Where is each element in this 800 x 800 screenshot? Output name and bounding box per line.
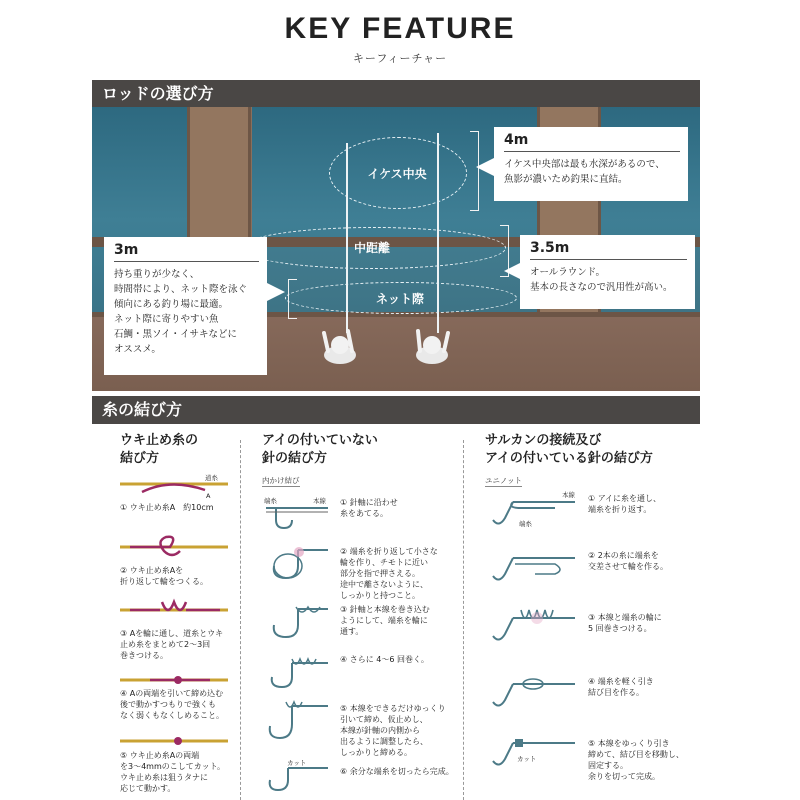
box-4m-text: イケス中央部は最も水深があるので、 魚影が濃いため釣果に直結。 <box>504 159 665 185</box>
label-tag-line-3: 端糸 <box>519 520 532 528</box>
angler-left-figure <box>320 325 360 365</box>
col3-step-3: ③ 本線と端糸の輪に 5 回巻きつける。 <box>588 613 662 633</box>
rod-choice-photo <box>92 107 700 391</box>
col2-heading: アイの付いていない 針の結び方 <box>262 433 378 466</box>
col3-step3-diagram <box>485 606 581 646</box>
column-float-stop <box>120 432 198 468</box>
col1-step4-diagram <box>120 672 228 688</box>
label-a: A <box>206 492 211 500</box>
col1-step2-diagram <box>120 537 228 565</box>
col3-subheading: ユニノット <box>485 476 522 485</box>
col2-step-1: ① 針軸に沿わせ 糸をあてる。 <box>340 498 398 518</box>
box-3-5m-heading: 3.5m <box>530 241 687 260</box>
col3-step2-diagram <box>485 548 581 588</box>
col2-step-4: ④ さらに 4～6 回巻く。 <box>340 655 429 664</box>
label-main-line-2: 本線 <box>313 497 326 505</box>
box-3m-heading: 3m <box>114 243 259 262</box>
col3-step-5: ⑤ 本線をゆっくり引き 締めて、結び目を移動し、 固定する。 余りを切って完成。 <box>588 739 684 781</box>
label-main-line-3: 本線 <box>562 491 575 499</box>
angler-right-figure <box>412 325 452 365</box>
col2-step3-diagram <box>262 605 334 641</box>
box-3-5m <box>520 235 695 309</box>
column-eye-hook <box>485 432 653 487</box>
label-tag-line: 端糸 <box>264 497 277 505</box>
col1-step-3: ③ Aを輪に通し、道糸とウキ 止め糸をまとめて2～3回 巻きつける。 <box>120 629 224 660</box>
col2-subheading: 内かけ結び <box>262 476 300 485</box>
col3-step-2: ② 2本の糸に端糸を 交差させて輪を作る。 <box>588 551 668 571</box>
col2-step-2: ② 端糸を折り返して小さな 輪を作り、チモトに近い 部分を指で押さえる。 途中で離さないように、 しっかりと持つこと。 <box>340 547 438 600</box>
col2-step5-diagram <box>262 700 334 742</box>
col1-heading: ウキ止め糸の 結び方 <box>120 433 199 466</box>
col2-step-6: ⑥ 余分な端糸を切ったら完成。 <box>340 767 454 776</box>
page-title: KEY FEATURE <box>284 12 516 45</box>
col2-step4-diagram <box>262 655 334 691</box>
box-4m-heading: 4m <box>504 133 680 152</box>
col3-step1-diagram <box>485 496 581 532</box>
col2-step-3: ③ 針軸と本線を巻き込む ようにして、端糸を輪に 通す。 <box>340 605 430 636</box>
box-3-5m-text: オールラウンド。 基本の長さなので汎用性が高い。 <box>530 267 673 293</box>
label-cut-2: カット <box>287 759 307 767</box>
column-no-eye-hook <box>262 432 378 487</box>
col2-step2-diagram <box>262 546 334 582</box>
col1-step3-diagram <box>120 598 228 628</box>
box-3m <box>104 237 267 375</box>
label-main-line: 道糸 <box>205 474 218 482</box>
col3-step-1: ① アイに糸を通し、 端糸を折り返す。 <box>588 494 661 514</box>
col1-step-5: ⑤ ウキ止め糸Aの両端 を3～4mmのこしてカット。 ウキ止め糸は狙うタナに 応じて動かす。 <box>120 751 225 793</box>
section-rod-header: ロッドの選び方 <box>92 80 700 108</box>
col2-step6-diagram <box>262 762 334 792</box>
box-3m-text: 持ち重りが少なく、 時間帯により、ネット際を泳ぐ 傾向にある釣り場に最適。 ネット際に寄りやすい魚 石鯛・黒ソイ・イサキなどに オススメ。 <box>114 269 248 355</box>
col2-step1-diagram <box>262 504 334 530</box>
col1-step-1: ① ウキ止め糸A 約10cm <box>120 503 214 512</box>
ring-label-center: イケス中央 <box>367 167 427 181</box>
col1-step-2: ② ウキ止め糸Aを 折り返して輪をつくる。 <box>120 566 208 586</box>
box-4m <box>494 127 688 201</box>
col3-step4-diagram <box>485 672 581 712</box>
col3-heading: サルカンの接続及び アイの付いている針の結び方 <box>485 433 653 466</box>
ring-label-middle: 中距離 <box>353 241 390 255</box>
section-knot-header: 糸の結び方 <box>92 396 700 424</box>
col3-step-4: ④ 端糸を軽く引き 結び目を作る。 <box>588 677 654 697</box>
col1-step5-diagram <box>120 735 228 747</box>
label-cut-3: カット <box>517 755 537 763</box>
col1-step-4: ④ Aの両端を引いて締め込む 後で動かすつもりで強くも なく弱くもなくしめること。 <box>120 689 224 720</box>
ring-label-inner: ネット際 <box>375 292 424 306</box>
page-subtitle: キーフィーチャー <box>352 52 448 65</box>
col2-step-5: ⑤ 本線をできるだけゆっくり 引いて締め、仮止めし、 本線が針軸の内側から 出るように調整したら、 しっかりと締める。 <box>340 704 446 757</box>
col3-step5-diagram <box>485 733 581 773</box>
